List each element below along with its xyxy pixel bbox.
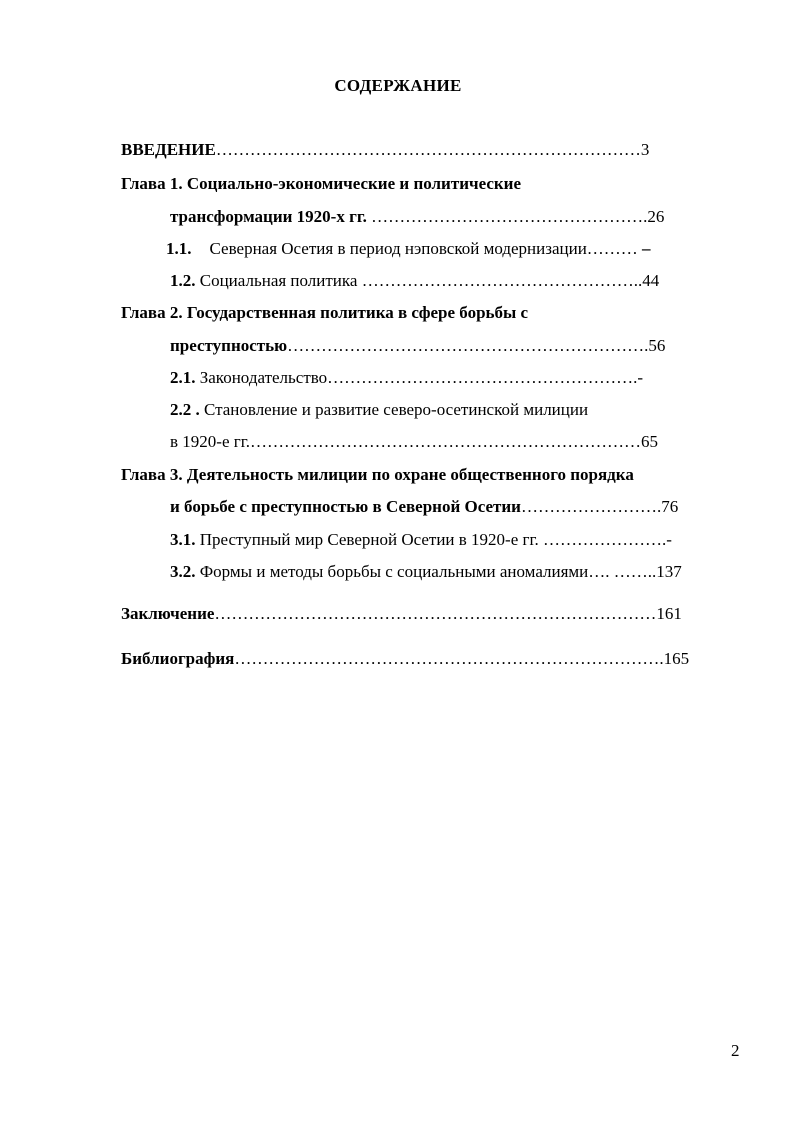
- toc-chapter-2-heading[interactable]: Глава 2. Государственная политика в сфере борьбы с: [121, 303, 529, 322]
- toc-section-2-2-cont[interactable]: [170, 432, 658, 452]
- toc-section-3-1[interactable]: [170, 530, 672, 550]
- toc-section-number: 1.1.: [166, 239, 192, 258]
- toc-leader: …………………: [543, 530, 663, 549]
- toc-section-2-2[interactable]: [170, 400, 588, 420]
- toc-leader: …………………………………………: [366, 207, 644, 226]
- toc-page: 3: [640, 140, 650, 159]
- toc-leader: ………: [586, 239, 643, 258]
- toc-section-title: Становление и развитие северо-осетинской милиции: [199, 400, 589, 419]
- toc-section-title: в 1920-е гг.: [170, 432, 251, 451]
- toc-leader: …………………………………………………………………: [215, 140, 641, 159]
- toc-leader: ……………………………………………….: [327, 368, 638, 387]
- toc-section-1-2[interactable]: [170, 271, 659, 291]
- toc-section-title: Социальная политика: [195, 271, 362, 290]
- toc-page: ..44: [633, 271, 660, 290]
- toc-page: .-: [662, 530, 672, 549]
- toc-entry-intro[interactable]: [121, 140, 649, 160]
- toc-section-2-1[interactable]: [170, 368, 643, 388]
- toc-label: Заключение: [121, 604, 215, 623]
- toc-page: 76: [661, 497, 679, 516]
- toc-leader: ……………………………………………………………: [250, 432, 642, 451]
- toc-page: ..137: [647, 562, 682, 581]
- toc-leader: …. ……: [588, 562, 648, 581]
- toc-page: 165: [663, 649, 690, 668]
- toc-section-title: Северная Осетия в период нэповской модернизации: [209, 239, 587, 258]
- toc-leader: …………………………………………: [361, 271, 634, 290]
- toc-label: и борьбе с преступностью в Северной Осетии: [170, 497, 521, 516]
- toc-section-title: Преступный мир Северной Осетии в 1920-е гг.: [195, 530, 544, 549]
- toc-entry-bibliography[interactable]: [121, 649, 689, 669]
- toc-section-number: 2.2 .: [170, 400, 200, 419]
- toc-leader: ……………………………………………………………………: [214, 604, 657, 623]
- toc-page: –: [642, 239, 651, 258]
- toc-label: ВВЕДЕНИЕ: [121, 140, 216, 159]
- page-title: СОДЕРЖАНИЕ: [334, 76, 462, 95]
- toc-leader: ……………………………………………………….: [287, 336, 649, 355]
- toc-section-number: 2.1.: [170, 368, 196, 387]
- toc-leader: ………………………………………………………………….: [234, 649, 664, 668]
- toc-chapter-3-heading-cont[interactable]: [170, 497, 678, 517]
- toc-section-number: 3.1.: [170, 530, 196, 549]
- toc-page: 56: [648, 336, 666, 355]
- toc-label: Библиография: [121, 649, 235, 668]
- toc-page: 65: [641, 432, 659, 451]
- toc-page: -: [637, 368, 644, 387]
- toc-page: .26: [643, 207, 665, 226]
- toc-chapter-1-heading-cont[interactable]: [170, 207, 664, 227]
- toc-page: 161: [656, 604, 682, 623]
- toc-leader: …………………….: [520, 497, 662, 516]
- toc-section-number: 3.2.: [170, 562, 196, 581]
- toc-section-title: Законодательство: [195, 368, 328, 387]
- toc-label: преступностью: [170, 336, 288, 355]
- page-number: 2: [731, 1041, 740, 1060]
- toc-section-title: Формы и методы борьбы с социальными аномалиями: [195, 562, 589, 581]
- toc-entry-conclusion[interactable]: [121, 604, 682, 624]
- toc-chapter-2-heading-cont[interactable]: [170, 336, 665, 356]
- toc-section-3-2[interactable]: [170, 562, 682, 582]
- toc-chapter-1-heading[interactable]: Глава 1. Социально-экономические и политические: [121, 174, 522, 193]
- toc-label: трансформации 1920-х гг.: [170, 207, 367, 226]
- toc-section-1-1[interactable]: [166, 239, 651, 259]
- toc-section-number: 1.2.: [170, 271, 196, 290]
- toc-chapter-3-heading[interactable]: Глава 3. Деятельность милиции по охране общественного порядка: [121, 465, 634, 484]
